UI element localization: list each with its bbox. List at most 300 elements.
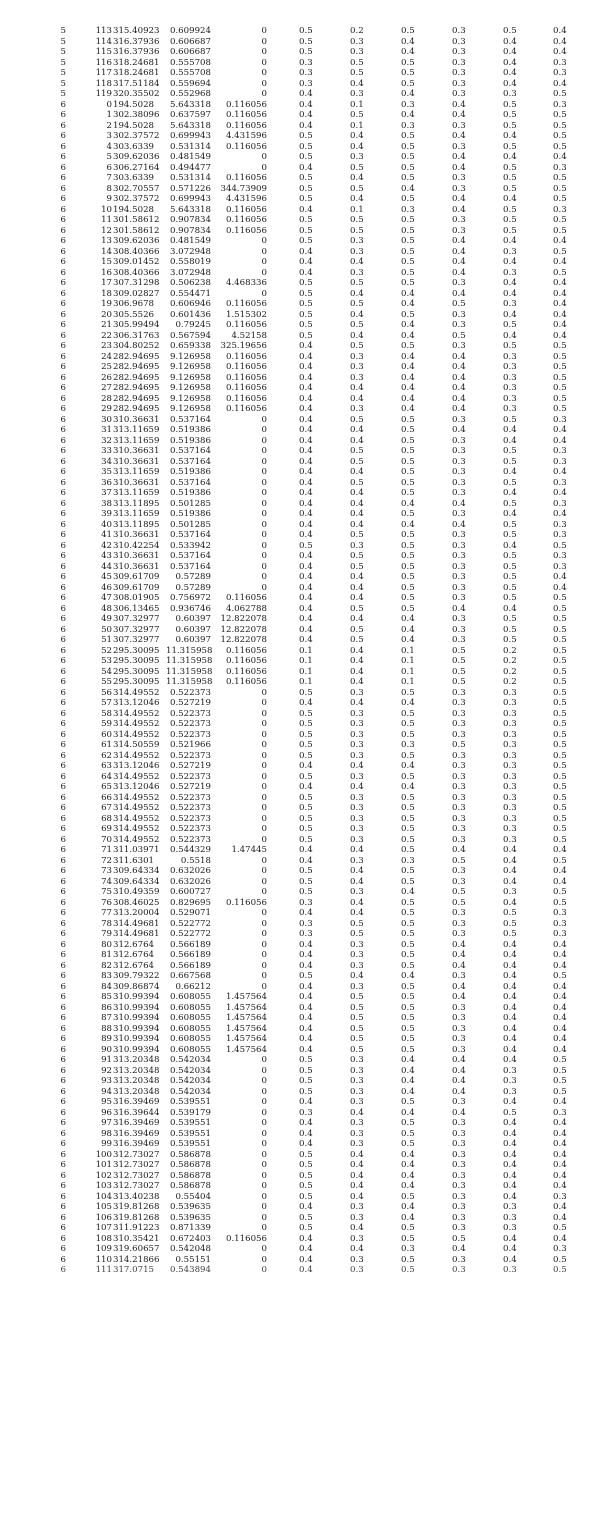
table-cell: 0.3 [350,1055,364,1065]
table-cell: 0.481549 [169,236,211,246]
table-cell: 6 [60,131,66,141]
table-cell: 0.5 [350,215,364,225]
table-cell: 0.5 [401,509,415,519]
table-row [0,929,606,940]
table-cell: 5 [60,26,66,36]
table-cell: 302.38096 [113,110,160,120]
table-row [0,1097,606,1108]
table-cell: 0.4 [401,404,415,414]
table-cell: 313.11659 [113,509,160,519]
table-cell: 0 [261,1107,267,1118]
table-cell: 6 [60,519,66,530]
table-cell: 0.3 [350,540,364,551]
table-cell: 0.5 [401,152,415,162]
table-cell: 0 [261,855,267,866]
table-cell: 6 [60,267,66,278]
table-cell: 0 [261,1160,267,1170]
table-cell: 0.519386 [169,488,211,498]
table-cell: 0.5 [299,1212,313,1223]
table-row [0,352,606,363]
table-cell: 12.822078 [220,624,267,635]
table-cell: 0.5 [401,1254,415,1265]
table-cell: 0.5 [401,908,415,918]
table-cell: 0.4 [401,299,415,309]
table-cell: 0.5 [401,582,415,593]
table-cell: 102 [95,1170,112,1181]
table-cell: 0.3 [452,1202,466,1212]
table-cell: 0.5 [503,918,517,929]
table-cell: 4.062788 [225,603,267,614]
table-cell: 0.4 [452,519,466,530]
table-row [0,803,606,814]
table-cell: 0.5 [553,194,567,204]
table-cell: 307.32977 [113,614,160,624]
table-cell: 0.3 [299,929,313,939]
table-cell: 0.4 [452,204,466,215]
table-cell: 0.4 [553,1002,567,1013]
table-cell: 0.4 [503,330,517,341]
table-cell: 0.4 [503,152,517,162]
table-cell: 306.9678 [113,299,155,309]
table-cell: 311.91223 [113,1223,160,1233]
table-cell: 0.3 [503,792,517,803]
table-cell: 0.4 [452,372,466,383]
table-cell: 0.5 [503,26,517,36]
table-cell: 0 [261,162,267,173]
table-cell: 0.667568 [169,971,211,981]
table-cell: 0.4 [452,498,466,509]
table-cell: 0.5 [553,362,567,372]
table-row [0,236,606,247]
table-cell: 0.4 [299,267,313,278]
table-cell: 84 [101,981,112,992]
table-cell: 0.3 [452,1149,466,1160]
table-cell: 0.4 [553,1170,567,1181]
table-cell: 0.5 [299,1086,313,1097]
table-cell: 0.5 [503,204,517,215]
table-cell: 0 [261,89,267,99]
table-cell: 0.3 [452,1223,466,1233]
table-cell: 5 [60,89,66,99]
table-cell: 0.5 [350,278,364,288]
table-cell: 0.3 [350,89,364,99]
table-cell: 0.4 [299,603,313,614]
table-cell: 0.5 [299,719,313,729]
table-cell: 0.537164 [169,551,211,561]
table-cell: 0.4 [350,509,364,519]
table-cell: 0.4 [503,1160,517,1170]
table-cell: 0.5 [553,1065,567,1076]
table-cell: 6 [60,929,66,939]
table-cell: 0.4 [401,1181,415,1191]
table-cell: 1 [106,110,112,120]
table-cell: 40 [101,519,112,530]
table-cell: 0.4 [401,698,415,708]
table-cell: 0 [261,498,267,509]
table-cell: 0.4 [401,330,415,341]
table-cell: 310.42254 [113,540,160,551]
table-cell: 0.5 [401,992,415,1002]
table-cell: 0.3 [503,1065,517,1076]
table-cell: 60 [101,729,112,740]
table-cell: 0.3 [452,183,466,194]
table-row [0,37,606,48]
table-cell: 0.4 [503,36,517,47]
table-cell: 6 [60,1170,66,1181]
table-cell: 0.506238 [169,278,211,288]
table-cell: 63 [101,761,112,771]
table-cell: 0.3 [452,173,466,183]
table-cell: 0.4 [553,152,567,162]
table-cell: 320.35502 [113,89,160,99]
table-cell: 6 [60,960,66,971]
table-cell: 6 [60,152,66,162]
table-cell: 0.542048 [169,1244,211,1254]
table-cell: 0.521966 [169,740,211,750]
table-cell: 0.4 [350,1191,364,1202]
table-cell: 48 [101,603,112,614]
table-cell: 6 [60,404,66,414]
table-cell: 6 [60,645,66,656]
table-cell: 0.3 [350,708,364,719]
table-cell: 0.3 [299,57,313,68]
table-cell: 0.5 [503,530,517,540]
table-cell: 4.52158 [231,330,267,341]
table-cell: 0 [261,698,267,708]
table-cell: 0.606687 [169,47,211,57]
table-cell: 0.552968 [169,89,211,99]
table-cell: 0.3 [452,1023,466,1034]
table-cell: 325.19656 [220,341,267,351]
table-cell: 82 [101,960,112,971]
table-cell: 0.5 [452,299,466,309]
table-cell: 5.643318 [169,99,211,110]
table-cell: 0.5 [452,666,466,677]
table-cell: 0.3 [553,1191,567,1202]
table-cell: 0.3 [553,68,567,78]
table-cell: 0.4 [401,1202,415,1212]
table-cell: 0 [261,939,267,950]
table-cell: 0.5 [350,477,364,488]
table-cell: 0.4 [299,456,313,467]
table-cell: 313.20348 [113,1086,160,1097]
table-cell: 0.4 [350,782,364,792]
table-cell: 0.537164 [169,477,211,488]
table-row [0,520,606,531]
table-cell: 0.4 [401,1107,415,1118]
table-cell: 6 [60,372,66,383]
table-cell: 282.94695 [113,372,160,383]
table-row [0,467,606,478]
table-cell: 0.3 [452,918,466,929]
table-cell: 0.756972 [169,593,211,603]
table-cell: 0.4 [401,372,415,383]
table-cell: 0.501285 [169,498,211,509]
table-cell: 316.39469 [113,1139,160,1149]
table-cell: 1.457564 [225,1002,267,1013]
table-cell: 36 [101,477,112,488]
table-cell: 30 [101,414,112,425]
table-cell: 0 [261,708,267,719]
table-cell: 0.4 [299,1139,313,1149]
table-cell: 282.94695 [113,383,160,393]
table-cell: 6 [60,1107,66,1118]
table-cell: 0.4 [452,131,466,141]
table-row [0,79,606,90]
table-cell: 0.5 [401,1223,415,1233]
table-cell: 0.3 [503,887,517,897]
table-cell: 310.99394 [113,1013,160,1023]
table-cell: 28 [101,393,112,404]
table-cell: 6 [60,1149,66,1160]
table-cell: 0.4 [350,173,364,183]
table-cell: 0.4 [401,1086,415,1097]
table-cell: 0.3 [452,26,466,36]
table-cell: 0.5 [401,719,415,729]
table-cell: 302.37572 [113,194,160,204]
table-cell: 0.4 [401,624,415,635]
table-cell: 0.116056 [225,1233,267,1244]
table-cell: 0.5 [401,950,415,960]
table-cell: 0.3 [452,561,466,572]
table-cell: 0 [261,1065,267,1076]
table-cell: 0.3 [299,897,313,908]
table-cell: 0.4 [350,593,364,603]
table-cell: 69 [101,824,112,834]
table-cell: 0.4 [299,698,313,708]
table-row [0,1087,606,1098]
table-cell: 6 [60,309,66,320]
table-cell: 0.3 [452,1254,466,1265]
table-cell: 0.5 [401,1139,415,1149]
table-cell: 0.4 [452,992,466,1002]
table-cell: 0.5 [553,215,567,225]
table-cell: 0.4 [401,614,415,624]
table-cell: 0.5 [401,1118,415,1128]
table-cell: 0.5 [401,236,415,246]
table-cell: 0.3 [503,299,517,309]
table-cell: 0.3 [452,477,466,488]
table-cell: 0 [261,446,267,456]
table-cell: 0.5 [553,173,567,183]
table-row [0,247,606,258]
table-cell: 6 [60,1265,66,1275]
table-cell: 0.5 [503,1107,517,1118]
table-cell: 0 [261,750,267,761]
table-cell: 0.3 [350,1233,364,1244]
table-cell: 0.57289 [175,582,211,593]
table-cell: 0.4 [350,78,364,89]
table-cell: 0.5 [299,687,313,698]
table-cell: 314.49552 [113,719,160,729]
table-cell: 0.5 [350,561,364,572]
table-cell: 0 [261,824,267,834]
table-row [0,940,606,951]
table-cell: 0.4 [299,1034,313,1044]
table-cell: 0.3 [452,120,466,131]
table-row [0,47,606,58]
table-cell: 0.5 [401,593,415,603]
table-cell: 0.3 [452,614,466,624]
table-cell: 0.5 [553,803,567,813]
table-cell: 0.4 [503,1118,517,1128]
table-cell: 310.36631 [113,477,160,488]
table-row [0,425,606,436]
table-cell: 0.2 [503,666,517,677]
table-cell: 0.4 [503,1233,517,1244]
table-cell: 75 [101,887,112,897]
table-cell: 0.4 [553,950,567,960]
table-cell: 301.58612 [113,225,160,236]
table-cell: 282.94695 [113,362,160,372]
table-cell: 0.5 [553,1254,567,1265]
table-cell: 0.5 [401,246,415,257]
table-cell: 18 [101,288,112,299]
table-cell: 6 [60,236,66,246]
table-cell: 0.5 [299,1170,313,1181]
table-cell: 0.4 [299,477,313,488]
table-cell: 0.4 [503,603,517,614]
table-cell: 0.5 [401,572,415,582]
table-cell: 0 [261,792,267,803]
table-cell: 0 [261,1244,267,1254]
table-cell: 0.5 [503,320,517,330]
table-cell: 0.116056 [225,897,267,908]
table-cell: 0.5 [503,498,517,509]
table-cell: 0.3 [452,635,466,645]
table-cell: 118 [95,78,112,89]
table-cell: 0.4 [401,393,415,404]
table-cell: 0.5 [299,792,313,803]
table-cell: 0.5 [299,803,313,813]
table-cell: 0.5 [553,887,567,897]
table-cell: 0.4 [553,509,567,519]
table-cell: 0.632026 [169,876,211,887]
table-cell: 313.12046 [113,698,160,708]
table-cell: 0.3 [350,246,364,257]
table-cell: 0.66212 [175,981,211,992]
table-cell: 0.4 [452,110,466,120]
table-cell: 11.315958 [166,677,213,687]
table-cell: 0.5 [553,698,567,708]
table-cell: 0.4 [503,1002,517,1013]
table-cell: 13 [101,236,112,246]
table-cell: 0.3 [553,1244,567,1254]
table-row [0,1118,606,1129]
table-cell: 0.5 [299,330,313,341]
table-cell: 0 [261,47,267,57]
table-row [0,541,606,552]
table-cell: 6 [60,477,66,488]
table-row [0,121,606,132]
table-cell: 0.4 [503,1013,517,1023]
table-cell: 0.542034 [169,1065,211,1076]
table-row [0,1045,606,1056]
table-cell: 0.4 [350,257,364,267]
table-cell: 0.608055 [169,1002,211,1013]
table-cell: 26 [101,372,112,383]
table-cell: 0.3 [452,57,466,68]
table-cell: 0.4 [553,467,567,477]
table-cell: 0.4 [503,425,517,435]
table-cell: 0.5 [401,78,415,89]
table-cell: 25 [101,362,112,372]
table-cell: 101 [95,1160,112,1170]
table-cell: 6 [60,288,66,299]
table-cell: 6 [60,1097,66,1107]
table-cell: 0.3 [452,750,466,761]
table-cell: 0.5 [401,981,415,992]
table-cell: 0.4 [299,572,313,582]
table-row [0,436,606,447]
table-cell: 0.4 [553,435,567,446]
table-cell: 0.3 [401,740,415,750]
table-row [0,362,606,373]
table-cell: 4.431596 [225,131,267,141]
table-cell: 0.3 [350,1097,364,1107]
table-cell: 0.4 [452,383,466,393]
table-cell: 0.3 [401,1244,415,1254]
table-cell: 0.586878 [169,1160,211,1170]
table-cell: 0.542034 [169,1086,211,1097]
table-cell: 0.542034 [169,1055,211,1065]
table-cell: 0.4 [503,57,517,68]
table-cell: 0.871339 [169,1223,211,1233]
table-cell: 0.116056 [225,666,267,677]
table-cell: 6 [60,246,66,257]
table-cell: 307.31298 [113,278,160,288]
table-row [0,457,606,468]
table-cell: 19 [101,299,112,309]
table-cell: 0.5 [553,110,567,120]
table-cell: 194.5028 [113,204,155,215]
table-cell: 0.4 [299,383,313,393]
table-cell: 0.4 [299,498,313,509]
table-cell: 0.4 [503,488,517,498]
table-cell: 0.3 [452,1034,466,1044]
table-cell: 0.566189 [169,960,211,971]
table-cell: 6 [60,183,66,194]
table-cell: 0 [261,519,267,530]
table-cell: 0.3 [350,981,364,992]
table-cell: 0.4 [452,845,466,855]
table-cell: 0.1 [350,99,364,110]
table-cell: 315.40923 [113,26,160,36]
table-row [0,688,606,699]
table-cell: 0.5 [553,761,567,771]
table-cell: 0.5 [553,771,567,782]
table-cell: 0.4 [553,582,567,593]
table-cell: 16 [101,267,112,278]
table-cell: 0.4 [299,593,313,603]
table-cell: 0.533942 [169,540,211,551]
table-cell: 6 [60,1086,66,1097]
table-cell: 0.4 [503,68,517,78]
table-cell: 0.600727 [169,887,211,897]
table-cell: 0.3 [452,225,466,236]
table-cell: 314.50559 [113,740,160,750]
table-cell: 0.3 [503,1265,517,1275]
table-cell: 314.49681 [113,918,160,929]
table-cell: 0 [261,551,267,561]
table-cell: 0.5 [401,603,415,614]
table-row [0,1265,606,1276]
table-cell: 89 [101,1034,112,1044]
table-cell: 6 [60,635,66,645]
table-cell: 0.5 [503,225,517,236]
table-cell: 0.5 [401,456,415,467]
table-cell: 0.5 [350,456,364,467]
